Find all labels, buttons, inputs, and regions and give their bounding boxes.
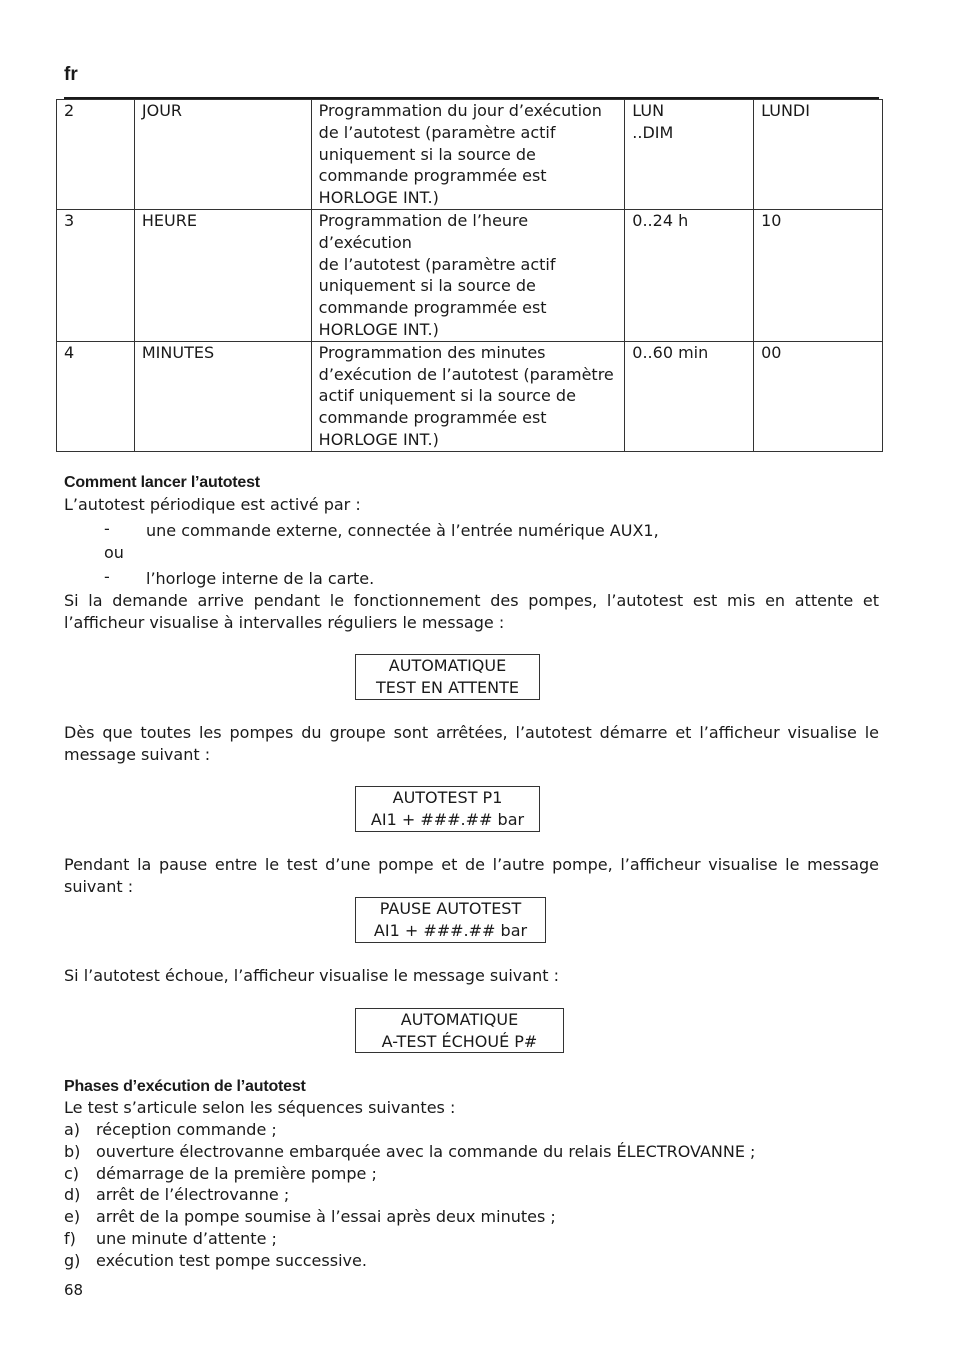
paragraph-start: Dès que toutes les pompes du groupe sont arrêtées, l’autotest démarre et l’afficheur visualise le message suivant : xyxy=(64,723,879,764)
section-title-launch: Comment lancer l’autotest xyxy=(64,474,260,491)
display-message-pause xyxy=(355,897,546,943)
launch-intro: L’autotest périodique est activé par : xyxy=(64,495,361,514)
cell-number: 3 xyxy=(57,209,135,341)
display-line: PAUSE AUTOTEST xyxy=(379,899,522,918)
display-line: AUTOMATIQUE xyxy=(400,1010,519,1029)
list-item: démarrage de la première pompe ; xyxy=(96,1163,377,1183)
cell-description-line: Programmation des minutes xyxy=(318,342,546,362)
cell-description-line: actif uniquement si la source de xyxy=(318,386,576,406)
cell-description-line: HORLOGE INT.) xyxy=(318,429,439,449)
cell-default: LUNDI xyxy=(754,100,883,210)
list-item: arrêt de la pompe soumise à l’essai après deux minutes ; xyxy=(96,1207,556,1227)
cell-parameter: JOUR xyxy=(134,100,311,210)
display-line: AUTOTEST P1 xyxy=(392,788,503,807)
cell-range-line: LUN xyxy=(632,101,665,120)
list-item-letter: d) xyxy=(64,1185,81,1205)
display-line: AUTOMATIQUE xyxy=(388,656,507,675)
list-item-letter: e) xyxy=(64,1207,81,1227)
list-item: ouverture électrovanne embarquée avec la commande du relais ÉLECTROVANNE ; xyxy=(96,1141,756,1161)
phases-intro: Le test s’articule selon les séquences suivantes : xyxy=(64,1098,456,1117)
cell-description-line: uniquement si la source de xyxy=(318,144,536,164)
cell-range-line: 0..24 h xyxy=(632,210,689,230)
cell-description-line: commande programmée est xyxy=(318,408,547,428)
cell-description-line: Programmation du jour d’exécution xyxy=(318,101,602,120)
cell-description-line: Programmation de l’heure d’exécution xyxy=(318,210,529,252)
cell-description xyxy=(311,209,625,341)
paragraph-waiting: Si la demande arrive pendant le fonctionnement des pompes, l’autotest est mis en attente et l’afficheur visualise à intervalles réguliers le message : xyxy=(64,591,879,632)
dash-bullet: - xyxy=(104,519,110,538)
parameters-table xyxy=(56,99,883,452)
list-item-letter: a) xyxy=(64,1120,81,1139)
display-message-waiting xyxy=(355,654,540,700)
display-line: AI1 + ###.## bar xyxy=(370,810,525,829)
section-title-phases: Phases d’exécution de l’autotest xyxy=(64,1078,306,1095)
paragraph-failure: Si l’autotest échoue, l’afficheur visualise le message suivant : xyxy=(64,966,559,985)
list-item-letter: b) xyxy=(64,1141,81,1161)
display-line: TEST EN ATTENTE xyxy=(376,678,519,697)
display-message-autotest xyxy=(355,786,540,832)
dash-bullet: - xyxy=(104,567,110,586)
paragraph-pause: Pendant la pause entre le test d’une pompe et de l’autre pompe, l’afficheur visualise le message suivant : xyxy=(64,855,879,896)
cell-range xyxy=(625,341,754,451)
cell-description-line: de l’autotest (paramètre actif xyxy=(318,254,556,274)
cell-parameter: MINUTES xyxy=(134,341,311,451)
cell-description-line: de l’autotest (paramètre actif xyxy=(318,122,556,142)
list-item-letter: c) xyxy=(64,1163,80,1183)
list-item: exécution test pompe successive. xyxy=(96,1250,367,1270)
list-item: réception commande ; xyxy=(96,1120,277,1139)
cell-number: 2 xyxy=(57,100,135,210)
cell-range xyxy=(625,100,754,210)
cell-description-line: HORLOGE INT.) xyxy=(318,319,439,339)
list-item-letter: f) xyxy=(64,1229,76,1248)
cell-description-line: commande programmée est xyxy=(318,298,547,318)
cell-range-line: 0..60 min xyxy=(632,342,709,362)
cell-description xyxy=(311,341,625,451)
cell-range-line: ..DIM xyxy=(632,122,674,142)
launch-or: ou xyxy=(104,543,124,562)
cell-range xyxy=(625,209,754,341)
language-label: fr xyxy=(64,64,78,85)
table-row xyxy=(57,100,883,210)
list-item: une minute d’attente ; xyxy=(96,1229,277,1248)
launch-option-clock: l’horloge interne de la carte. xyxy=(146,569,375,588)
display-line: A-TEST ÉCHOUÉ P# xyxy=(381,1032,538,1051)
launch-option-external: une commande externe, connectée à l’entrée numérique AUX1, xyxy=(146,521,659,540)
list-item-letter: g) xyxy=(64,1250,81,1270)
page-number: 68 xyxy=(64,1281,84,1299)
table-row xyxy=(57,209,883,341)
cell-description-line: d’exécution de l’autotest (paramètre xyxy=(318,364,614,384)
cell-description-line: commande programmée est xyxy=(318,166,547,186)
display-line: AI1 + ###.## bar xyxy=(373,921,528,940)
display-message-failure xyxy=(355,1008,564,1053)
cell-description-line: uniquement si la source de xyxy=(318,276,536,296)
table-row xyxy=(57,341,883,451)
list-item: arrêt de l’électrovanne ; xyxy=(96,1185,290,1205)
cell-number: 4 xyxy=(57,341,135,451)
cell-default: 10 xyxy=(754,209,883,341)
cell-parameter: HEURE xyxy=(134,209,311,341)
cell-default: 00 xyxy=(754,341,883,451)
cell-description xyxy=(311,100,625,210)
cell-description-line: HORLOGE INT.) xyxy=(318,188,439,208)
